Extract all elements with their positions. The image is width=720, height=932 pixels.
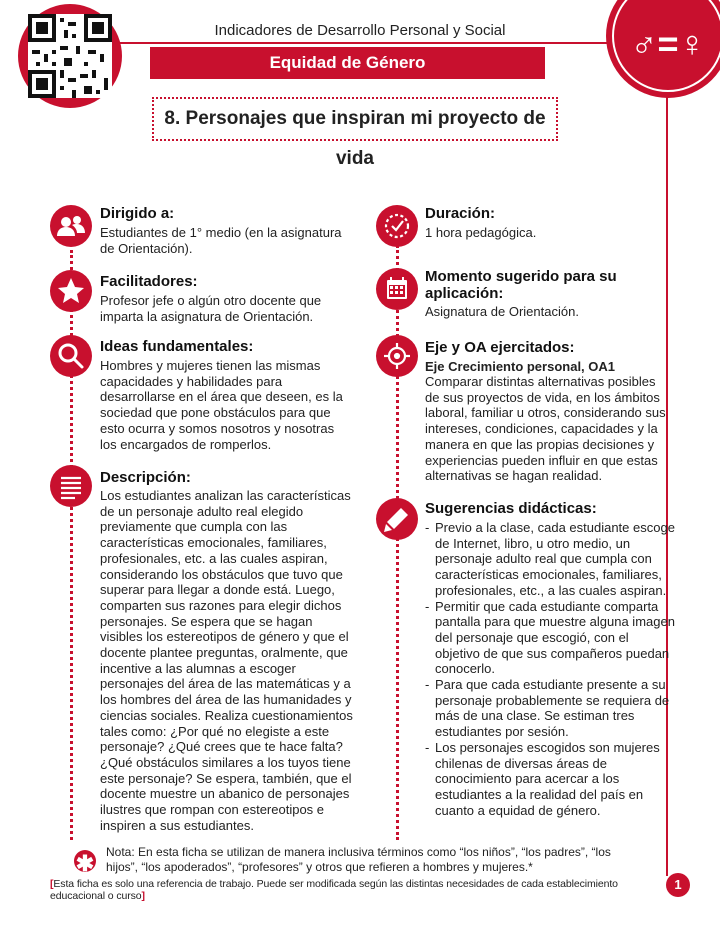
descripcion-text: Los estudiantes analizan las características de un personaje adulto real elegido previamente que cumpla con las características emocionales, familiares, profesionales, etc. a las cuales aspiran, considerando los obstáculos que tuvo que superar para llegar a donde está. Luego, comparten sus razones para elegir dichos personajes. Se espera que se hagan visibles los estereotipos de género y que el docente plantee preguntas, oralmente, que incentive a las alumnas a escoger personajes del área de las matemáticas y a los hombres del área de las humanidades y ciencias sociales. Realiza cuestionamientos tales como: ¿Por qué no elegiste a este personaje? ¿Qué crees que te hace falta? ¿Qué obstáculos similares a los tuyos tiene este personaje? Se espera, también, que el docente muestre un abanico de personajes ilustres que rompan con estereotipos e inspiren a sus estudiantes. — [100, 488, 353, 833]
list-item: - Previo a la clase, cada estudiante escoge de Internet, libro, u otro medio, un personaje adulto real que cumpla con características emocionales, familiares, profesionales, etc., a las cuales aspiran. — [425, 520, 677, 599]
dirigido-title: Dirigido a: — [100, 205, 175, 222]
page-number: 1 — [666, 873, 690, 897]
asterisk-icon: ✱ — [75, 851, 95, 876]
calendar-icon — [376, 268, 418, 310]
activity-title: 8. Personajes que inspiran mi proyecto de vida — [152, 97, 558, 141]
gender-equality-icon: ♂=♀ — [630, 23, 706, 64]
momento-text: Asignatura de Orientación. — [425, 304, 579, 319]
facilitadores-title: Facilitadores: — [100, 273, 198, 290]
descripcion-title: Descripción: — [100, 469, 191, 486]
header-rule — [120, 42, 610, 44]
footer-text: Esta ficha es solo una referencia de trabajo. Puede ser modificada según las distintas necesidades de cada establecimiento educacional o curso — [50, 878, 618, 902]
footer-bracket-open: [ — [50, 878, 54, 890]
facilitadores-text: Profesor jefe o algún otro docente que imparta la asignatura de Orientación. — [100, 293, 322, 324]
target-icon — [376, 335, 418, 377]
magnifier-icon — [50, 335, 92, 377]
sugerencias-title: Sugerencias didácticas: — [425, 500, 597, 517]
pencil-icon — [376, 498, 418, 540]
eje-text: Comparar distintas alternativas posibles de sus proyectos de vida, en los ámbitos laboral, familiar u otros, considerando sus intereses, condiciones, capacidades y la manera en que las propias decisiones y experiencias pueden influir en que estas alternativas se hagan realidad. — [425, 374, 666, 484]
list-item: - Para que cada estudiante presente a su personaje probablemente se requiera de más de una clase. Se estiman tres estudiantes por sesión. — [425, 677, 677, 740]
qr-code-icon — [18, 4, 122, 108]
dirigido-text: Estudiantes de 1° medio (en la asignatura de Orientación). — [100, 225, 342, 256]
footer-disclaimer — [50, 878, 658, 902]
list-item: - Permitir que cada estudiante comparta pantalla para que muestre alguna imagen del personaje que escogió, con el objetivo de que sus compañeros puedan conocerlo. — [425, 599, 677, 678]
sugerencias-list — [425, 520, 677, 818]
duracion-title: Duración: — [425, 205, 496, 222]
ideas-title: Ideas fundamentales: — [100, 338, 254, 355]
topic-banner: Equidad de Género — [150, 47, 545, 79]
eje-subtitle: Eje Crecimiento personal, OA1 — [425, 359, 616, 374]
clock-icon — [376, 205, 418, 247]
momento-title: Momento sugerido para su aplicación: — [425, 268, 617, 302]
eje-title: Eje y OA ejercitados: — [425, 339, 575, 356]
ideas-text: Hombres y mujeres tienen las mismas capacidades y habilidades para desarrollarse en el área que deseen, es la sociedad que pone obstáculos para que esto ocurra y somos nosotros y nosotras los encargados de romperlos. — [100, 358, 343, 452]
text-lines-icon — [50, 465, 92, 507]
footer-bracket-close: ] — [141, 890, 145, 902]
star-icon — [50, 270, 92, 312]
note-text: Nota: En esta ficha se utilizan de manera inclusiva términos como “los niños”, “los padres”, “los hijos”, “los apoderados”, “profesores” y otros que refieren a hombres y mujeres.* — [106, 845, 611, 874]
document-category: Indicadores de Desarrollo Personal y Social — [214, 22, 506, 39]
gender-equality-badge — [606, 0, 720, 98]
people-icon — [50, 205, 92, 247]
list-item: - Los personajes escogidos son mujeres chilenas de diversas áreas de conocimiento para acercar a los estudiantes a la realidad del país en cuanto a equidad de género. — [425, 740, 677, 819]
duracion-text: 1 hora pedagógica. — [425, 225, 537, 240]
